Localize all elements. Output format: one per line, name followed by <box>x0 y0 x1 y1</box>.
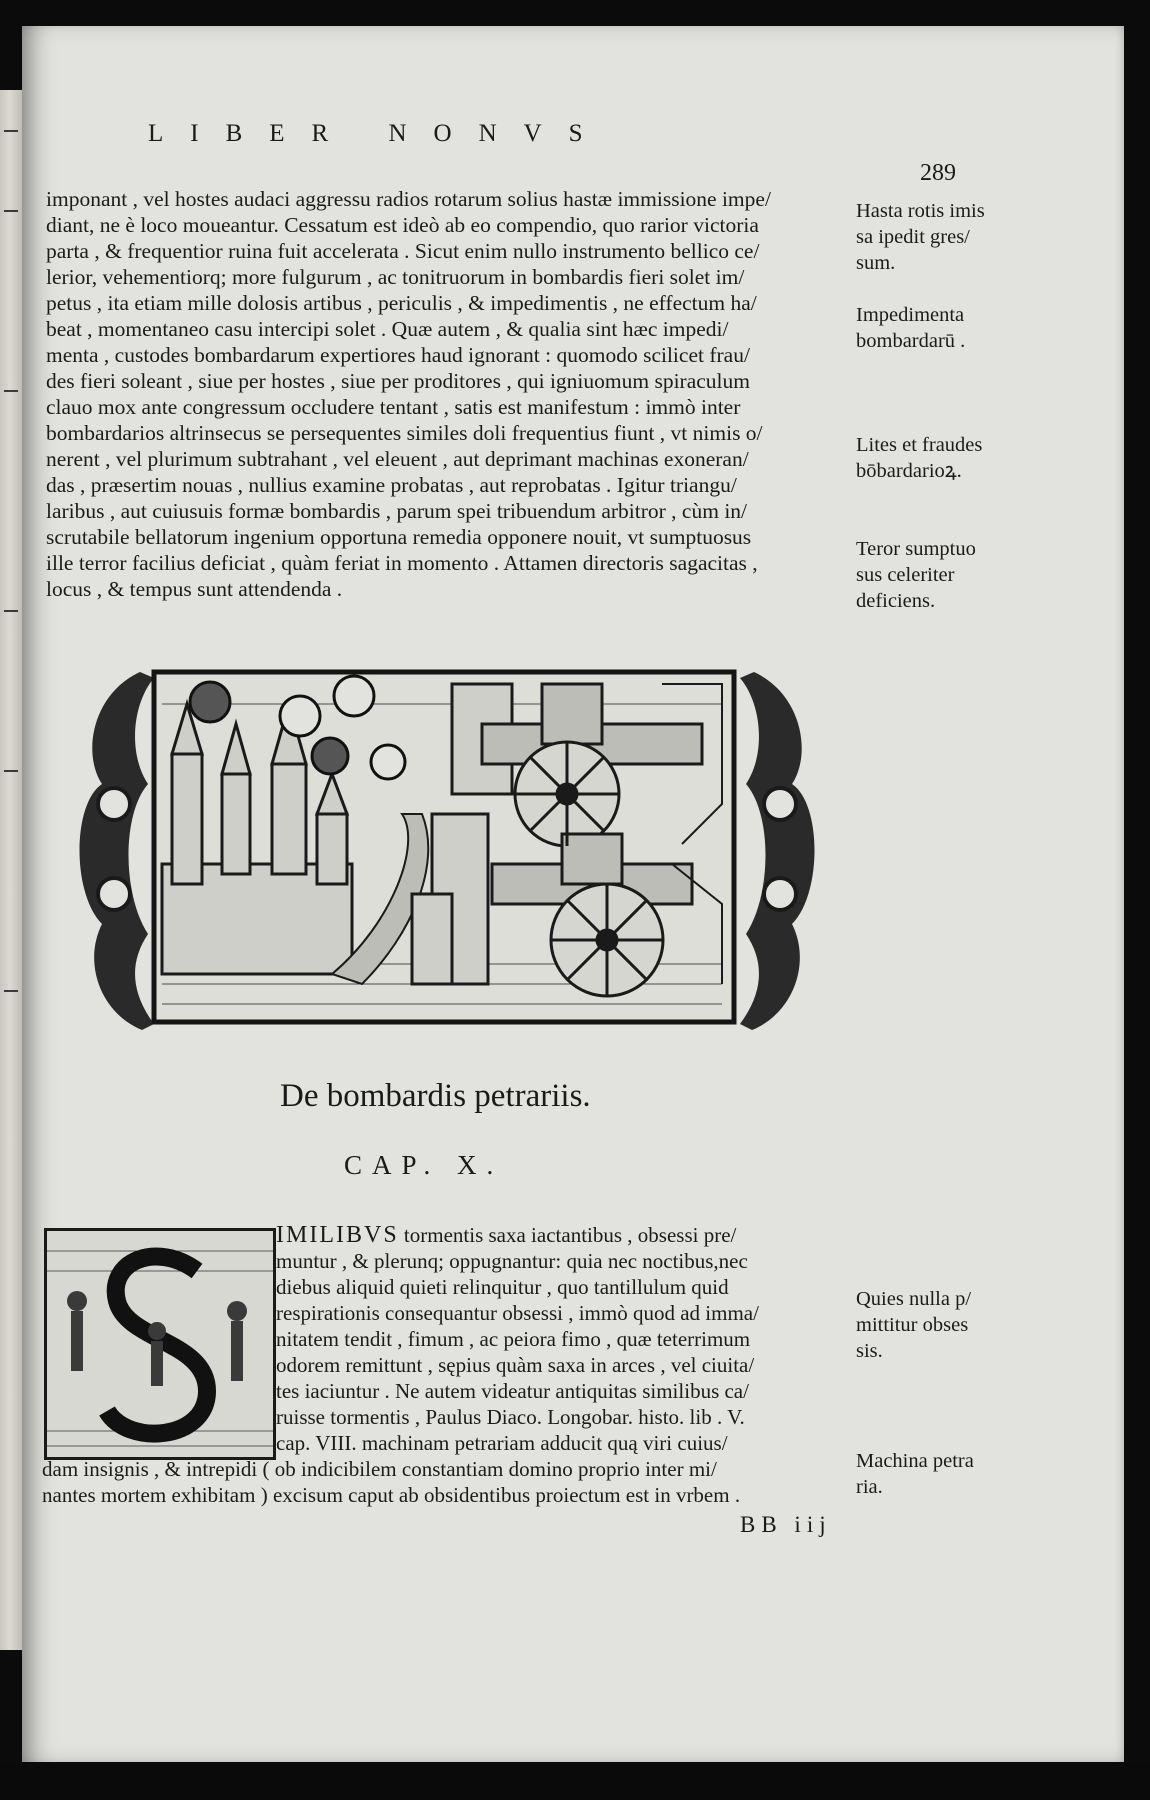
chapter-text-line: dam insignis , & intrepidi ( ob indicibilem constantiam domino proprio inter mi/ <box>42 1457 717 1481</box>
woodcut-siege-cannons <box>62 664 832 1036</box>
margin-note-line: Hasta rotis imis <box>856 200 985 222</box>
margin-note-line: bōbardarioꝝ. <box>856 460 962 482</box>
margin-note-3 <box>856 432 1026 484</box>
body-text-line: menta , custodes bombardarum expertiores haud ignorant : quomodo scilicet frau/ <box>46 343 750 367</box>
page-number: 289 <box>920 160 956 186</box>
chapter-text-line: nantes mortem exhibitam ) excisum caput ab obsidentibus proiectum est in vrbem . <box>42 1483 741 1507</box>
margin-note-line: Quies nulla p/ <box>856 1288 972 1310</box>
woodcut-illustration <box>62 664 832 1036</box>
margin-note-line: mittitur obses <box>856 1314 969 1336</box>
margin-note-line: sus celeriter <box>856 564 955 586</box>
body-text-line: scrutabile bellatorum ingenium opportuna remedia opponere nouit, vt sumptuosus <box>46 525 752 549</box>
chapter-number: CAP. X. <box>344 1150 504 1180</box>
margin-note-4 <box>856 536 1026 614</box>
body-text-line: clauo mox ante congressum occludere tentant , satis est manifestum : immò inter <box>46 395 741 419</box>
previous-page-edge <box>0 90 24 1650</box>
scan-bottom-edge <box>0 1762 1150 1800</box>
body-text-line: laribus , aut cuiusuis formæ bombardis , parum spei tribuendum arbitror , cùm in/ <box>46 499 748 523</box>
body-text-line: parta , & frequentior ruina fuit accelerata . Sicut enim nullo instrumento bellico ce/ <box>46 239 760 263</box>
chapter-text-line: tes iaciuntur . Ne autem videatur antiquitas similibus ca/ <box>276 1379 749 1403</box>
decorated-initial-s <box>44 1228 276 1460</box>
chapter-first-word: IMILIBVS <box>276 1222 399 1248</box>
chapter-text-line: muntur , & plerunq; oppugnantur: quia nec noctibus,nec <box>276 1249 748 1273</box>
margin-note-line: Teror sumptuo <box>856 538 976 560</box>
running-head: LIBER NONVS <box>148 120 610 147</box>
margin-note-line: sum. <box>856 252 896 274</box>
body-text-line: nerent , vel plurimum subtrahant , vel eleuent , aut deprimant machinas exoneran/ <box>46 447 749 471</box>
margin-note-line: sa ipedit gres/ <box>856 226 970 248</box>
woodcut-initial-s <box>47 1231 273 1457</box>
body-text-line: locus , & tempus sunt attendenda . <box>46 577 343 601</box>
body-text-line: imponant , vel hostes audaci aggressu radios rotarum solius hastæ immissione impe/ <box>46 187 771 211</box>
margin-note-line: Impedimenta <box>856 304 965 326</box>
chapter-text-beside-initial <box>276 1222 856 1456</box>
margin-note-line: Machina petra <box>856 1450 974 1472</box>
chapter-text-full-width <box>42 1456 862 1508</box>
margin-note-line: sis. <box>856 1340 883 1362</box>
chapter-text-line: odorem remittunt , sępius quàm saxa in arces , vel ciuita/ <box>276 1353 755 1377</box>
margin-note-line: ria. <box>856 1476 883 1498</box>
body-text-line: bombardarios altrinsecus se persequentes similes doli frequentius fiunt , vt nimis o/ <box>46 421 763 445</box>
chapter-text-line: ruisse tormentis , Paulus Diaco. Longobar. histo. lib . V. <box>276 1405 745 1429</box>
chapter-text-line: cap. VIII. machinam petrariam adducit quą viri cuius/ <box>276 1431 728 1455</box>
margin-note-5 <box>856 1286 1026 1364</box>
chapter-text-line-rest: tormentis saxa iactantibus , obsessi pre/ <box>403 1223 737 1247</box>
body-text-line: ille terror facilius deficiat , quàm feriat in momento . Attamen directoris sagacitas , <box>46 551 758 575</box>
body-text-line: des fieri soleant , siue per hostes , siue per proditores , qui igniuomum spiraculum <box>46 369 750 393</box>
body-text-line: lerior, vehementiorq; more fulgurum , ac tonitruorum in bombardis fieri solet im/ <box>46 265 745 289</box>
chapter-title: De bombardis petrariis. <box>280 1078 591 1114</box>
margin-note-line: deficiens. <box>856 590 936 612</box>
margin-note-6 <box>856 1448 1026 1500</box>
chapter-text-line: nitatem tendit , fimum , ac peiora fimo , quæ teterrimum <box>276 1327 751 1351</box>
margin-note-2 <box>856 302 1026 354</box>
margin-note-line: Lites et fraudes <box>856 434 983 456</box>
margin-note-1 <box>856 198 1026 276</box>
margin-note-line: bombardarū . <box>856 330 966 352</box>
body-text-line: beat , momentaneo casu intercipi solet . Quæ autem , & qualia sint hæc impedi/ <box>46 317 729 341</box>
chapter-text-line: diebus aliquid quieti relinquitur , quo tantillulum quid <box>276 1275 729 1299</box>
main-text-block <box>46 186 846 602</box>
chapter-text-line: respirationis consequantur obsessi , immò quod ad imma/ <box>276 1301 759 1325</box>
chapter-text-line <box>276 1222 856 1248</box>
body-text-line: diant, ne è loco moueantur. Cessatum est ideò ab eo compendio, quo rarior victoria <box>46 213 759 237</box>
signature-mark: BB iij <box>740 1512 832 1537</box>
body-text-line: petus , ita etiam mille dolosis artibus , periculis , & impedimentis , ne effectum ha/ <box>46 291 757 315</box>
body-text-line: das , præsertim nouas , nullius examine probatas , aut reprobatas . Igitur triangu/ <box>46 473 737 497</box>
